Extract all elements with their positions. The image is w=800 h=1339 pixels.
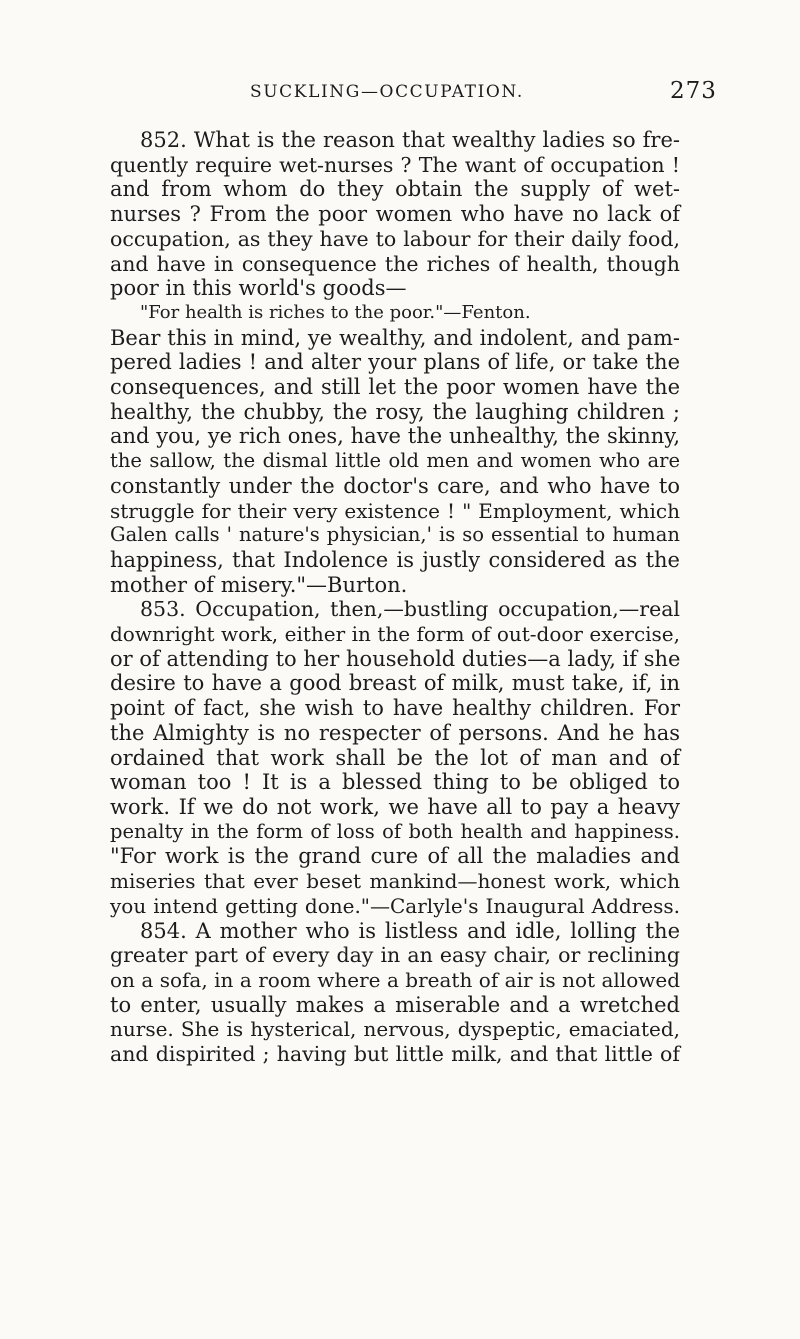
text-line: or of attending to her household duties—a lady, if she bbox=[110, 646, 681, 671]
text-line: quently require wet-nurses ? The want of occupation ! bbox=[110, 152, 680, 177]
text-line: struggle for their very existence ! " Employment, which bbox=[110, 498, 680, 523]
text-line: 854. A mother who is listless and idle, lolling the bbox=[140, 918, 680, 943]
text-line: the sallow, the dismal little old men and women who are bbox=[110, 449, 680, 473]
text-line: healthy, the chubby, the rosy, the laughing children ; bbox=[110, 399, 680, 424]
text-line: on a sofa, in a room where a breath of air is not allowed bbox=[110, 967, 680, 992]
text-line: to enter, usually makes a miserable and a wretched bbox=[110, 992, 680, 1017]
text-line: "For health is riches to the poor."—Fenton. bbox=[140, 301, 531, 323]
text-line: you intend getting done."—Carlyle's Inaugural Address. bbox=[110, 893, 680, 918]
text-line: greater part of every day in an easy chair, or reclining bbox=[110, 943, 680, 968]
text-line: Galen calls ' nature's physician,' is so essential to human bbox=[110, 523, 680, 547]
text-line: consequences, and still let the poor women have the bbox=[110, 375, 680, 400]
text-line: nurses ? From the poor women who have no lack of bbox=[110, 202, 680, 227]
text-line: Bear this in mind, ye wealthy, and indolent, and pam- bbox=[110, 325, 680, 350]
text-line: and from whom do they obtain the supply of wet- bbox=[110, 177, 680, 202]
text-line: desire to have a good breast of milk, must take, if, in bbox=[110, 671, 680, 696]
text-line: occupation, as they have to labour for their daily food, bbox=[110, 226, 680, 251]
text-line: penalty in the form of loss of both health and happiness. bbox=[110, 819, 680, 843]
body-text bbox=[110, 128, 680, 1067]
text-line: "For work is the grand cure of all the maladies and bbox=[110, 844, 680, 869]
text-line: constantly under the doctor's care, and who have to bbox=[110, 473, 680, 498]
text-line: ordained that work shall be the lot of man and of bbox=[110, 745, 680, 770]
text-line: mother of misery."—Burton. bbox=[110, 572, 408, 597]
text-line: poor in this world's goods— bbox=[110, 276, 407, 301]
text-line: and you, ye rich ones, have the unhealthy, the skinny, bbox=[110, 424, 680, 449]
text-line: happiness, that Indolence is justly considered as the bbox=[110, 547, 680, 572]
text-line: work. If we do not work, we have all to pay a heavy bbox=[110, 794, 680, 819]
text-line: woman too ! It is a blessed thing to be obliged to bbox=[110, 770, 680, 795]
text-line: 852. What is the reason that wealthy ladies so fre- bbox=[140, 128, 680, 152]
text-line: pered ladies ! and alter your plans of life, or take the bbox=[110, 350, 680, 375]
text-line: 853. Occupation, then,—bustling occupation,—real bbox=[140, 597, 680, 622]
text-line: miseries that ever beset mankind—honest work, which bbox=[110, 869, 680, 894]
page-number: 273 bbox=[670, 78, 717, 104]
text-line: downright work, either in the form of out-door exercise, bbox=[110, 622, 680, 647]
running-header bbox=[0, 78, 800, 108]
text-line: nurse. She is hysterical, nervous, dyspeptic, emaciated, bbox=[110, 1017, 680, 1042]
text-line: and dispirited ; having but little milk, and that little of bbox=[110, 1042, 680, 1067]
text-line: the Almighty is no respecter of persons. And he has bbox=[110, 720, 680, 745]
text-line: and have in consequence the riches of health, though bbox=[110, 251, 680, 276]
text-line: point of fact, she wish to have healthy children. For bbox=[110, 696, 680, 721]
running-title: SUCKLING—OCCUPATION. bbox=[250, 82, 524, 102]
